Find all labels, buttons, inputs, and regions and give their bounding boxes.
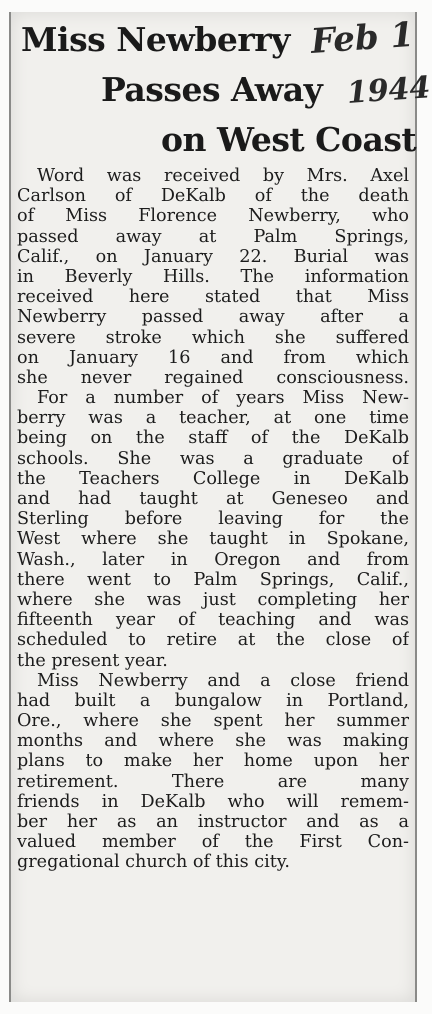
headline — [11, 14, 432, 170]
text-line: severe stroke which she suffered — [17, 327, 409, 348]
article-body — [17, 166, 409, 873]
text-line: Calif., on January 22. Burial was — [17, 246, 409, 267]
text-line: received here stated that Miss — [17, 287, 409, 308]
text-line: West where she taught in Spokane, — [17, 529, 409, 550]
handwritten-date-line-2: 1944 — [345, 70, 432, 111]
text-line: the present year. — [17, 650, 168, 671]
text-line: passed away at Palm Springs, — [17, 226, 409, 247]
text-line: schools. She was a graduate of — [17, 448, 409, 469]
text-line: Sterling before leaving for the — [17, 509, 409, 530]
text-line: and had taught at Geneseo and — [17, 489, 409, 509]
text-line: Newberry passed away after a — [17, 307, 409, 328]
text-line: there went to Palm Springs, Calif., — [17, 569, 409, 590]
text-line: fifteenth year of teaching and was — [17, 610, 409, 631]
text-line: ber her as an instructor and as a — [17, 812, 409, 832]
text-line: Carlson of DeKalb of the death — [17, 186, 409, 207]
text-line: she never regained consciousness. — [17, 367, 409, 388]
text-line: Miss Newberry and a close friend — [37, 670, 409, 691]
text-line: friends in DeKalb who will remem- — [17, 791, 409, 812]
text-line: For a number of years Miss New- — [37, 388, 409, 409]
headline-line-2: Passes Away — [101, 70, 323, 109]
text-line: in Beverly Hills. The information — [17, 266, 409, 287]
text-line: months and where she was making — [17, 731, 409, 752]
text-line: scheduled to retire at the close of — [17, 630, 409, 651]
text-line: retirement. There are many — [17, 771, 409, 792]
text-line: gregational church of this city. — [17, 852, 290, 873]
text-line: on January 16 and from which — [17, 347, 409, 368]
headline-line-1: Miss Newberry — [21, 20, 290, 59]
text-line: had built a bungalow in Portland, — [17, 690, 409, 711]
text-line: berry was a teacher, at one time — [17, 408, 409, 429]
paragraph-1 — [17, 166, 409, 388]
text-line: Word was received by Mrs. Axel — [37, 166, 409, 186]
text-line: being on the staff of the DeKalb — [17, 428, 409, 449]
paragraph-2 — [17, 388, 409, 671]
text-line: of Miss Florence Newberry, who — [17, 206, 409, 227]
text-line: valued member of the First Con- — [17, 832, 409, 853]
handwritten-date-line-1: Feb 1 — [309, 14, 416, 62]
text-line: Wash., later in Oregon and from — [17, 549, 409, 570]
text-line: the Teachers College in DeKalb — [17, 468, 409, 489]
text-line: Ore., where she spent her summer — [17, 711, 409, 732]
text-line: where she was just completing her — [17, 589, 409, 610]
newspaper-clipping — [9, 12, 432, 1002]
paragraph-3 — [17, 671, 409, 873]
headline-line-3: on West Coast — [161, 120, 417, 159]
text-line: plans to make her home upon her — [17, 751, 409, 772]
